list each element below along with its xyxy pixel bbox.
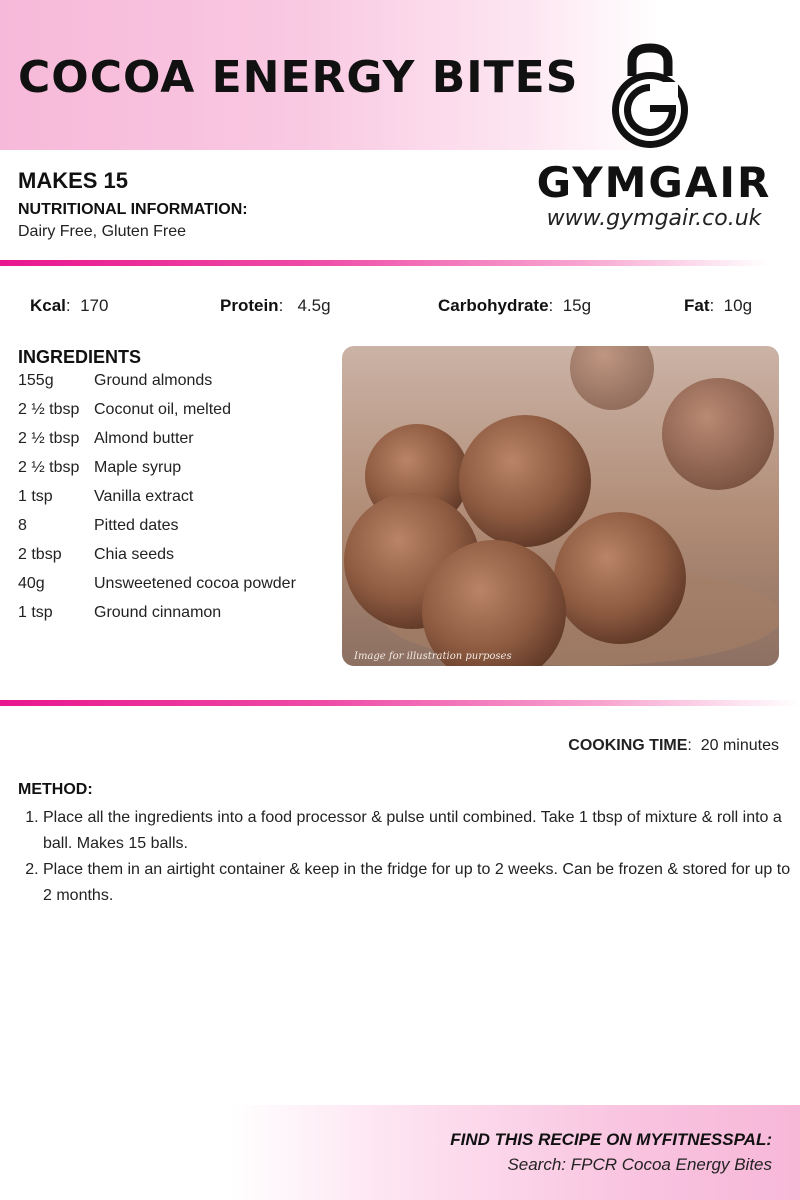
ingredient-qty: 2 ½ tbsp [18, 459, 80, 476]
footer-band [230, 1105, 800, 1200]
protein-label: Protein [220, 296, 279, 315]
ingredient-row [18, 459, 296, 488]
cocoa-bites-photo [342, 346, 779, 666]
macro-protein: Protein: 4.5g [220, 296, 331, 315]
fat-label: Fat [684, 296, 710, 315]
macro-kcal: Kcal: 170 [30, 296, 109, 315]
ingredient-qty: 2 ½ tbsp [18, 430, 80, 447]
ingredient-qty: 1 tsp [18, 488, 53, 505]
top-divider [0, 260, 770, 266]
carb-label: Carbohydrate [438, 296, 549, 315]
recipe-title: COCOA ENERGY BITES [18, 52, 579, 103]
macro-fat: Fat: 10g [684, 296, 753, 315]
ingredient-name: Almond butter [94, 430, 194, 447]
macro-carbohydrate: Carbohydrate: 15g [438, 296, 592, 315]
cooking-time: COOKING TIME: 20 minutes [568, 737, 779, 754]
ingredients-heading: INGREDIENTS [18, 347, 142, 367]
cooking-time-label: COOKING TIME [568, 737, 688, 754]
ingredient-name: Ground cinnamon [94, 604, 222, 621]
ingredient-name: Maple syrup [94, 459, 182, 476]
protein-value: 4.5g [297, 296, 331, 315]
find-recipe-text: FIND THIS RECIPE ON MYFITNESSPAL: [450, 1130, 772, 1149]
ingredient-row [18, 575, 296, 604]
method-heading: METHOD: [18, 781, 93, 798]
method-step: 1. Place all the ingredients into a food processor & pulse until combined. Take 1 tbsp of mixture & roll into a ball. Makes 15 balls. [43, 805, 800, 857]
middle-divider [0, 700, 800, 706]
carb-value: 15g [562, 296, 592, 315]
ingredient-qty: 2 tbsp [18, 546, 62, 563]
method-step: 2. Place them in an airtight container & keep in the fridge for up to 2 weeks. Can be frozen & stored for up to 2 months. [43, 857, 800, 909]
ingredient-name: Vanilla extract [94, 488, 194, 505]
ingredient-row [18, 488, 296, 517]
ingredient-name: Ground almonds [94, 372, 213, 389]
ingredient-qty: 40g [18, 575, 45, 592]
ingredient-row [18, 546, 296, 575]
fat-value: 10g [723, 296, 753, 315]
photo-caption: Image for illustration purposes [354, 651, 512, 662]
method-steps [20, 805, 800, 909]
ingredient-row [18, 430, 296, 459]
ingredients-list [18, 372, 296, 633]
ingredient-row [18, 517, 296, 546]
ingredient-qty: 155g [18, 372, 54, 389]
ingredient-qty: 2 ½ tbsp [18, 401, 80, 418]
ingredient-name: Chia seeds [94, 546, 175, 563]
ingredient-name: Unsweetened cocoa powder [94, 575, 296, 592]
makes-count: MAKES 15 [18, 168, 129, 193]
ingredient-qty: 1 tsp [18, 604, 53, 621]
ingredient-qty: 8 [18, 517, 27, 534]
ingredient-name: Pitted dates [94, 517, 179, 534]
kettlebell-g-logo-icon [600, 42, 700, 152]
brand-name: GYMGAIR [536, 158, 772, 207]
ingredient-row [18, 401, 296, 430]
nutritional-heading: NUTRITIONAL INFORMATION: [18, 201, 248, 218]
search-text: Search: FPCR Cocoa Energy Bites [507, 1155, 772, 1174]
ingredient-row [18, 372, 296, 401]
brand-website: www.gymgair.co.uk [546, 206, 762, 231]
kcal-value: 170 [80, 296, 109, 315]
kcal-label: Kcal [30, 296, 66, 315]
cooking-time-value: 20 minutes [700, 737, 779, 754]
diet-info: Dairy Free, Gluten Free [18, 223, 187, 240]
ingredient-row [18, 604, 296, 633]
ingredient-name: Coconut oil, melted [94, 401, 231, 418]
